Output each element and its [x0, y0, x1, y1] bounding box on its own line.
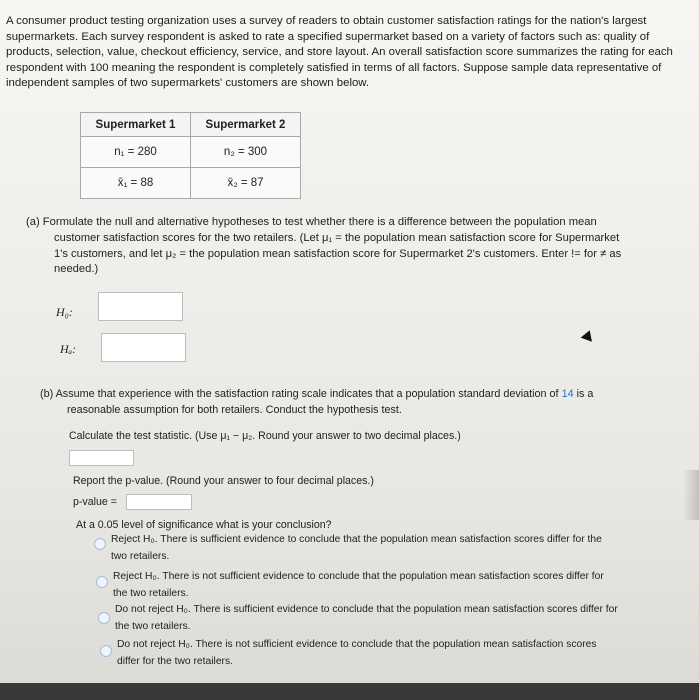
- pvalue-label: p-value =: [73, 496, 117, 508]
- part-b-prompt: [40, 386, 680, 418]
- option-3-line-2: the two retailers.: [115, 620, 191, 632]
- header-supermarket-2: Supermarket 2: [191, 113, 301, 137]
- sample-size-2: n₂ = 300: [191, 137, 301, 168]
- option-2-line-1: Reject H₀. There is not sufficient evidence to conclude that the population mean satisfaction scores differ for: [113, 571, 604, 582]
- part-a-prompt: [26, 215, 686, 278]
- option-2-line-2: the two retailers.: [113, 587, 189, 599]
- h0-input[interactable]: [98, 292, 183, 321]
- part-b-line-2: reasonable assumption for both retailers. Conduct the hypothesis test.: [67, 404, 402, 416]
- option-3-line-1: Do not reject H₀. There is sufficient evidence to conclude that the population mean satisfaction scores differ for: [115, 604, 618, 615]
- header-supermarket-1: Supermarket 1: [81, 113, 191, 137]
- sample-data-table: [80, 112, 301, 199]
- conclusion-prompt: At a 0.05 level of significance what is your conclusion?: [76, 519, 332, 531]
- option-1-line-1: Reject H₀. There is sufficient evidence to conclude that the population mean satisfaction scores differ for the: [111, 534, 602, 545]
- option-4-label[interactable]: [117, 637, 677, 670]
- part-a-line-2: customer satisfaction scores for the two retailers. (Let μ₁ = the population mean satisfaction score for Supermarket: [54, 231, 620, 244]
- option-1-line-2: two retailers.: [111, 550, 170, 562]
- ha-label: Hₐ:: [60, 342, 77, 356]
- option-4-line-1: Do not reject H₀. There is not sufficient evidence to conclude that the population mean satisfaction scores: [117, 639, 597, 650]
- option-1-radio[interactable]: [94, 538, 106, 550]
- monitor-bezel: [0, 683, 699, 700]
- h0-label: H₀:: [56, 305, 73, 319]
- part-a-line-4: needed.): [54, 263, 99, 276]
- screen-edge-shade: [683, 470, 699, 520]
- part-b-line-1-text: (b) Assume that experience with the satisfaction rating scale indicates that a population standard deviation of: [40, 388, 562, 400]
- option-2-radio[interactable]: [96, 576, 108, 588]
- test-statistic-prompt: Calculate the test statistic. (Use μ₁ − μ₂. Round your answer to two decimal places.): [69, 430, 461, 442]
- problem-intro: A consumer product testing organization uses a survey of readers to obtain customer satisfaction ratings for the nation's largest supermarkets. Each survey respondent is asked to rate a specified supermarket based on a variety of factors such as: quality of products, selection, value, checkout efficiency, service, and store layout. An overall satisfaction score summarizes the rating for each respondent with 100 meaning the respondent is completely satisfied in terms of all factors. Suppose sample data representative of independent samples of two supermarkets' customers are shown below.: [6, 15, 673, 90]
- pvalue-input[interactable]: [126, 494, 192, 510]
- sample-size-1: n₁ = 280: [81, 137, 191, 168]
- option-4-radio[interactable]: [100, 645, 112, 657]
- option-2-label[interactable]: [113, 569, 673, 602]
- sample-mean-2: x̄₂ = 87: [191, 168, 301, 199]
- pvalue-prompt: Report the p-value. (Round your answer to four decimal places.): [73, 475, 374, 487]
- part-b-line-1: [40, 386, 680, 402]
- option-4-line-2: differ for the two retailers.: [117, 655, 233, 667]
- sample-mean-1: x̄₁ = 88: [81, 168, 191, 199]
- population-sd-value: 14: [561, 388, 574, 400]
- part-b-line-1-tail: is a: [573, 388, 594, 400]
- option-3-radio[interactable]: [98, 612, 110, 624]
- option-1-label[interactable]: [111, 532, 671, 565]
- test-statistic-input[interactable]: [69, 450, 134, 466]
- part-a-line-1: (a) Formulate the null and alternative hypotheses to test whether there is a difference between the population mean: [26, 216, 597, 228]
- part-a-line-3: 1's customers, and let μ₂ = the population mean satisfaction score for Supermarket 2's customers. Enter != for ≠ as: [54, 247, 622, 260]
- option-3-label[interactable]: [115, 602, 675, 635]
- mouse-cursor-icon: [581, 328, 596, 342]
- ha-input[interactable]: [101, 333, 186, 362]
